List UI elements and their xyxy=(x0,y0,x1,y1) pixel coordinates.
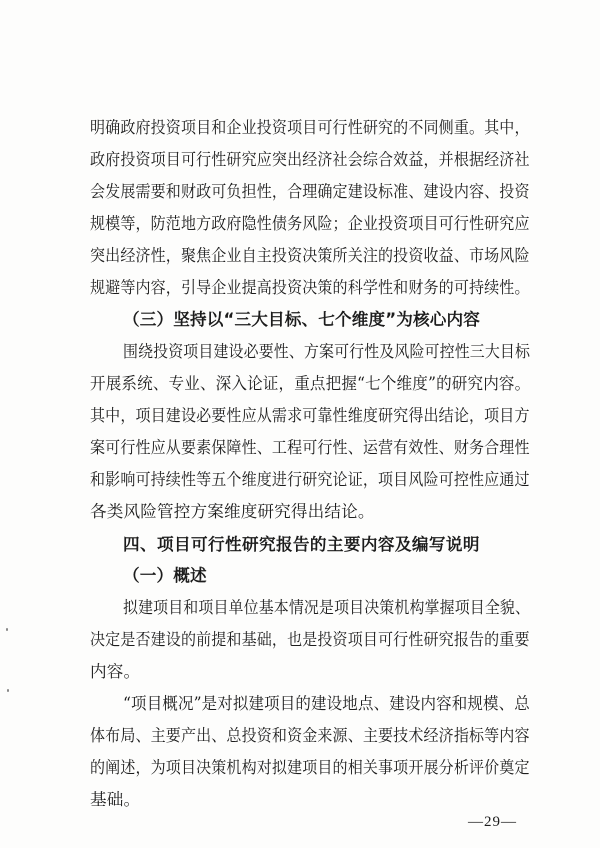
body-line: 各类风险管控方案维度研究得出结论。 xyxy=(90,502,375,521)
body-line: “项目概况”是对拟建项目的建设地点、建设内容和规模、总 xyxy=(123,694,530,713)
body-line: 规避等内容，引导企业提高投资决策的科学性和财务的可持续性。 xyxy=(90,278,530,297)
body-line: 和影响可持续性等五个维度进行研究论证，项目风险可控性应通过 xyxy=(90,470,530,489)
body-line: 的阐述，为项目决策机构对拟建项目的相关事项开展分析评价奠定 xyxy=(90,758,530,777)
subheading: （三）坚持以“三大目标、七个维度”为核心内容 xyxy=(123,310,480,329)
body-line: 案可行性应从要素保障性、工程可行性、运营有效性、财务合理性 xyxy=(90,438,530,457)
body-line: 决定是否建设的前提和基础，也是投资项目可行性研究报告的重要 xyxy=(90,630,530,649)
body-line: 明确政府投资项目和企业投资项目可行性研究的不同侧重。其中， xyxy=(90,118,530,137)
body-line: 突出经济性，聚焦企业自主投资决策所关注的投资收益、市场风险 xyxy=(90,246,530,265)
scan-speck xyxy=(6,628,8,631)
body-line: 体布局、主要产出、总投资和资金来源、主要技术经济指标等内容 xyxy=(90,726,530,745)
body-line: 规模等，防范地方政府隐性债务风险；企业投资项目可行性研究应 xyxy=(90,214,530,233)
body-line: 其中，项目建设必要性应从需求可靠性维度研究得出结论，项目方 xyxy=(90,406,530,425)
body-line: 基础。 xyxy=(90,790,141,809)
page-number: —29— xyxy=(468,814,517,830)
body-line: 拟建项目和项目单位基本情况是项目决策机构掌握项目全貌、 xyxy=(123,598,531,617)
body-line: 会发展需要和财政可负担性，合理确定建设标准、建设内容、投资 xyxy=(90,182,530,201)
scan-speck xyxy=(7,689,9,692)
body-line: 围绕投资项目建设必要性、方案可行性及风险可控性三大目标 xyxy=(123,342,531,361)
section-heading: 四、项目可行性研究报告的主要内容及编写说明 xyxy=(123,534,480,554)
body-line: 政府投资项目可行性研究应突出经济社会综合效益，并根据经济社 xyxy=(90,150,530,169)
body-line: 开展系统、专业、深入论证，重点把握“七个维度”的研究内容。 xyxy=(90,374,531,393)
body-line: 内容。 xyxy=(90,662,141,681)
subheading: （一）概述 xyxy=(123,566,207,585)
